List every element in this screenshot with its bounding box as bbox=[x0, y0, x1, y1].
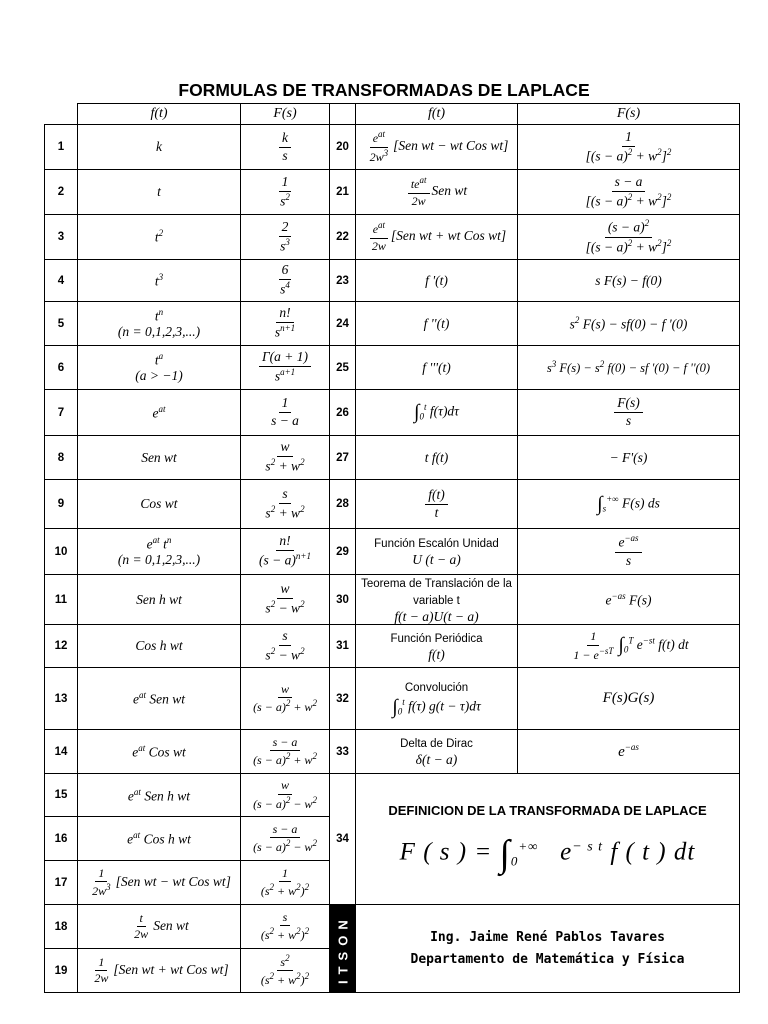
table-row bbox=[45, 125, 740, 170]
table-row bbox=[45, 436, 740, 480]
table-row bbox=[45, 905, 740, 949]
page-title: FORMULAS DE TRANSFORMADAS DE LAPLACE bbox=[178, 80, 590, 100]
formula-fs: $\frac{1}{(s^2 + w^2)^2}$ bbox=[241, 861, 330, 905]
formula-ft: Teorema de Translación de la variable t f(t − a)U(t − a) bbox=[356, 575, 518, 625]
formula-ft: Cos h wt bbox=[78, 625, 241, 668]
formula-ft: $\int_0^t$ f(τ)dτ bbox=[356, 390, 518, 436]
definition-title: DEFINICION DE LA TRANSFORMADA DE LAPLACE bbox=[388, 802, 707, 818]
table-row bbox=[45, 730, 740, 774]
row-number: 3 bbox=[45, 215, 78, 260]
formula-fs: $\frac{1}{s^2}$ bbox=[241, 170, 330, 215]
formula-ft: Función Escalón Unidad U (t − a) bbox=[356, 529, 518, 575]
row-number: 5 bbox=[45, 302, 78, 346]
row-number: 26 bbox=[330, 390, 356, 436]
row-number: 31 bbox=[330, 625, 356, 668]
itson-logo: ITSON bbox=[330, 905, 356, 993]
row-number: 10 bbox=[45, 529, 78, 575]
formula-ft: $\frac{1}{2w^3}$ [Sen wt − wt Cos wt] bbox=[78, 861, 241, 905]
table-row bbox=[45, 170, 740, 215]
formula-fs: $\frac{s^2}{(s^2 + w^2)^2}$ bbox=[241, 949, 330, 993]
row-number: 7 bbox=[45, 390, 78, 436]
header-ft: f(t) bbox=[78, 104, 241, 125]
laplace-table bbox=[44, 103, 740, 993]
row-number: 27 bbox=[330, 436, 356, 480]
row-number: 9 bbox=[45, 480, 78, 529]
formula-ft: f ''(t) bbox=[356, 302, 518, 346]
author-cell bbox=[356, 905, 740, 993]
formula-ft: $\frac{e^{at}}{2w^3}$ [Sen wt − wt Cos wt] bbox=[356, 125, 518, 170]
condition-text: (n = 0,1,2,3,...) bbox=[117, 324, 201, 340]
row-number: 20 bbox=[330, 125, 356, 170]
row-number: 30 bbox=[330, 575, 356, 625]
formula-fs: $\frac{1}{1 - e^{-sT}}$ $\int_0^T$ $e^{-st}$ f(t) dt bbox=[518, 625, 740, 668]
formula-ft: $t^3$ bbox=[78, 260, 241, 302]
condition-text: (a > −1) bbox=[135, 368, 183, 384]
formula-ft: f '(t) bbox=[356, 260, 518, 302]
formula-fs: $e^{-as}$ F(s) bbox=[518, 575, 740, 625]
formula-fs: $\frac{w}{s^2 + w^2}$ bbox=[241, 436, 330, 480]
table-row bbox=[45, 575, 740, 625]
formula-fs: $\frac{2}{s^3}$ bbox=[241, 215, 330, 260]
formula-fs: $\frac{s}{s^2 - w^2}$ bbox=[241, 625, 330, 668]
formula-fs: $e^{-as}$ bbox=[518, 730, 740, 774]
property-label: Función Periódica bbox=[390, 632, 483, 645]
formula-fs: $\frac{s}{s^2 + w^2}$ bbox=[241, 480, 330, 529]
row-number: 34 bbox=[330, 774, 356, 905]
row-number: 8 bbox=[45, 436, 78, 480]
formula-ft: $\frac{te^{at}}{2w}$ Sen wt bbox=[356, 170, 518, 215]
formula-fs: $s^2$ F(s) − sf(0) − f '(0) bbox=[518, 302, 740, 346]
row-number: 1 bbox=[45, 125, 78, 170]
row-number: 15 bbox=[45, 774, 78, 817]
table-row bbox=[45, 390, 740, 436]
table-row bbox=[45, 346, 740, 390]
row-number: 14 bbox=[45, 730, 78, 774]
property-label: Convolución bbox=[404, 681, 469, 694]
table-row bbox=[45, 668, 740, 730]
formula-fs: $\frac{1}{[(s - a)^2 + w^2]^2}$ bbox=[518, 125, 740, 170]
formula-fs: − F'(s) bbox=[518, 436, 740, 480]
property-label: Teorema de Translación de la variable t bbox=[361, 578, 512, 607]
formula-ft: Convolución $\int_0^t$ f(τ) g(t − τ)dτ bbox=[356, 668, 518, 730]
formula-ft: f '''(t) bbox=[356, 346, 518, 390]
table-row bbox=[45, 480, 740, 529]
formula-ft: k bbox=[78, 125, 241, 170]
formula-ft: $e^{at}$ Sen h wt bbox=[78, 774, 241, 817]
row-number: 33 bbox=[330, 730, 356, 774]
author-department: Departamento de Matemática y Física bbox=[410, 951, 685, 967]
table-row bbox=[45, 529, 740, 575]
formula-fs: $\frac{w}{s^2 - w^2}$ bbox=[241, 575, 330, 625]
formula-fs: $\frac{(s - a)^2}{[(s - a)^2 + w^2]^2}$ bbox=[518, 215, 740, 260]
formula-fs: $\frac{k}{s}$ bbox=[241, 125, 330, 170]
author-name: Ing. Jaime René Pablos Tavares bbox=[430, 929, 665, 945]
row-number: 18 bbox=[45, 905, 78, 949]
formula-fs: $\frac{6}{s^4}$ bbox=[241, 260, 330, 302]
formula-fs: $s^3$ $F(s) - s^2$ f(0) − sf '(0) − f ''(0) bbox=[518, 346, 740, 390]
definition-cell bbox=[356, 774, 740, 905]
formula-ft: $\frac{e^{at}}{2w}$ [Sen wt + wt Cos wt] bbox=[356, 215, 518, 260]
condition-text: (n = 0,1,2,3,...) bbox=[117, 552, 201, 568]
formula-fs: $\frac{w}{(s - a)^2 + w^2}$ bbox=[241, 668, 330, 730]
row-number: 21 bbox=[330, 170, 356, 215]
formula-fs: $\int_s^{+\infty}$ F(s) ds bbox=[518, 480, 740, 529]
row-number: 17 bbox=[45, 861, 78, 905]
formula-fs: $\frac{s}{(s^2 + w^2)^2}$ bbox=[241, 905, 330, 949]
formula-ft: $t^n$ (n = 0,1,2,3,...) bbox=[78, 302, 241, 346]
row-number: 29 bbox=[330, 529, 356, 575]
definition-formula: F ( s ) = $\int_0^{+\infty}$ $e^{- s t}$ f ( t ) dt bbox=[399, 832, 696, 875]
row-number: 6 bbox=[45, 346, 78, 390]
formula-ft: Función Periódica f(t) bbox=[356, 625, 518, 668]
property-label: Delta de Dirac bbox=[400, 738, 473, 751]
property-label: Función Escalón Unidad bbox=[374, 538, 499, 551]
formula-fs: $\frac{\Gamma(a + 1)}{s^{a+1}}$ bbox=[241, 346, 330, 390]
formula-ft: Sen wt bbox=[78, 436, 241, 480]
table-row bbox=[45, 625, 740, 668]
row-number: 4 bbox=[45, 260, 78, 302]
formula-ft: $t^a$ (a > −1) bbox=[78, 346, 241, 390]
table-row bbox=[45, 774, 740, 817]
formula-fs: $\frac{s - a}{[(s - a)^2 + w^2]^2}$ bbox=[518, 170, 740, 215]
row-number: 16 bbox=[45, 817, 78, 861]
formula-ft: $t^2$ bbox=[78, 215, 241, 260]
formula-ft: Delta de Dirac δ(t − a) bbox=[356, 730, 518, 774]
formula-fs: $\frac{e^{-as}}{s}$ bbox=[518, 529, 740, 575]
row-number: 13 bbox=[45, 668, 78, 730]
row-number: 12 bbox=[45, 625, 78, 668]
formula-fs: s F(s) − f(0) bbox=[518, 260, 740, 302]
row-number: 25 bbox=[330, 346, 356, 390]
row-number: 2 bbox=[45, 170, 78, 215]
formula-fs: $\frac{n!}{(s - a)^{n+1}}$ bbox=[241, 529, 330, 575]
row-number: 11 bbox=[45, 575, 78, 625]
table-row bbox=[45, 260, 740, 302]
row-number: 32 bbox=[330, 668, 356, 730]
row-number: 24 bbox=[330, 302, 356, 346]
header-fs-2: F(s) bbox=[518, 104, 740, 125]
row-number: 22 bbox=[330, 215, 356, 260]
formula-ft: $\frac{t}{2w}$ Sen wt bbox=[78, 905, 241, 949]
formula-ft: $\frac{f(t)}{t}$ bbox=[356, 480, 518, 529]
table-row bbox=[45, 215, 740, 260]
row-number: 19 bbox=[45, 949, 78, 993]
formula-fs: $\frac{F(s)}{s}$ bbox=[518, 390, 740, 436]
formula-ft: $\frac{1}{2w}$ [Sen wt + wt Cos wt] bbox=[78, 949, 241, 993]
formula-ft: $e^{at}$ $t^n$ (n = 0,1,2,3,...) bbox=[78, 529, 241, 575]
row-number: 28 bbox=[330, 480, 356, 529]
header-fs: F(s) bbox=[241, 104, 330, 125]
formula-ft: $e^{at}$ bbox=[78, 390, 241, 436]
formula-ft: Cos wt bbox=[78, 480, 241, 529]
formula-fs: $\frac{n!}{s^{n+1}}$ bbox=[241, 302, 330, 346]
formula-ft: $e^{at}$ Sen wt bbox=[78, 668, 241, 730]
formula-ft: t bbox=[78, 170, 241, 215]
formula-fs: $\frac{s - a}{(s - a)^2 - w^2}$ bbox=[241, 817, 330, 861]
formula-ft: Sen h wt bbox=[78, 575, 241, 625]
table-header bbox=[45, 104, 740, 125]
formula-ft: t f(t) bbox=[356, 436, 518, 480]
row-number: 23 bbox=[330, 260, 356, 302]
formula-fs: $\frac{w}{(s - a)^2 - w^2}$ bbox=[241, 774, 330, 817]
formula-ft: $e^{at}$ Cos h wt bbox=[78, 817, 241, 861]
header-ft-2: f(t) bbox=[356, 104, 518, 125]
formula-fs: $\frac{s - a}{(s - a)^2 + w^2}$ bbox=[241, 730, 330, 774]
table-row bbox=[45, 302, 740, 346]
formula-fs: F(s)G(s) bbox=[518, 668, 740, 730]
formula-ft: $e^{at}$ Cos wt bbox=[78, 730, 241, 774]
formula-fs: $\frac{1}{s - a}$ bbox=[241, 390, 330, 436]
